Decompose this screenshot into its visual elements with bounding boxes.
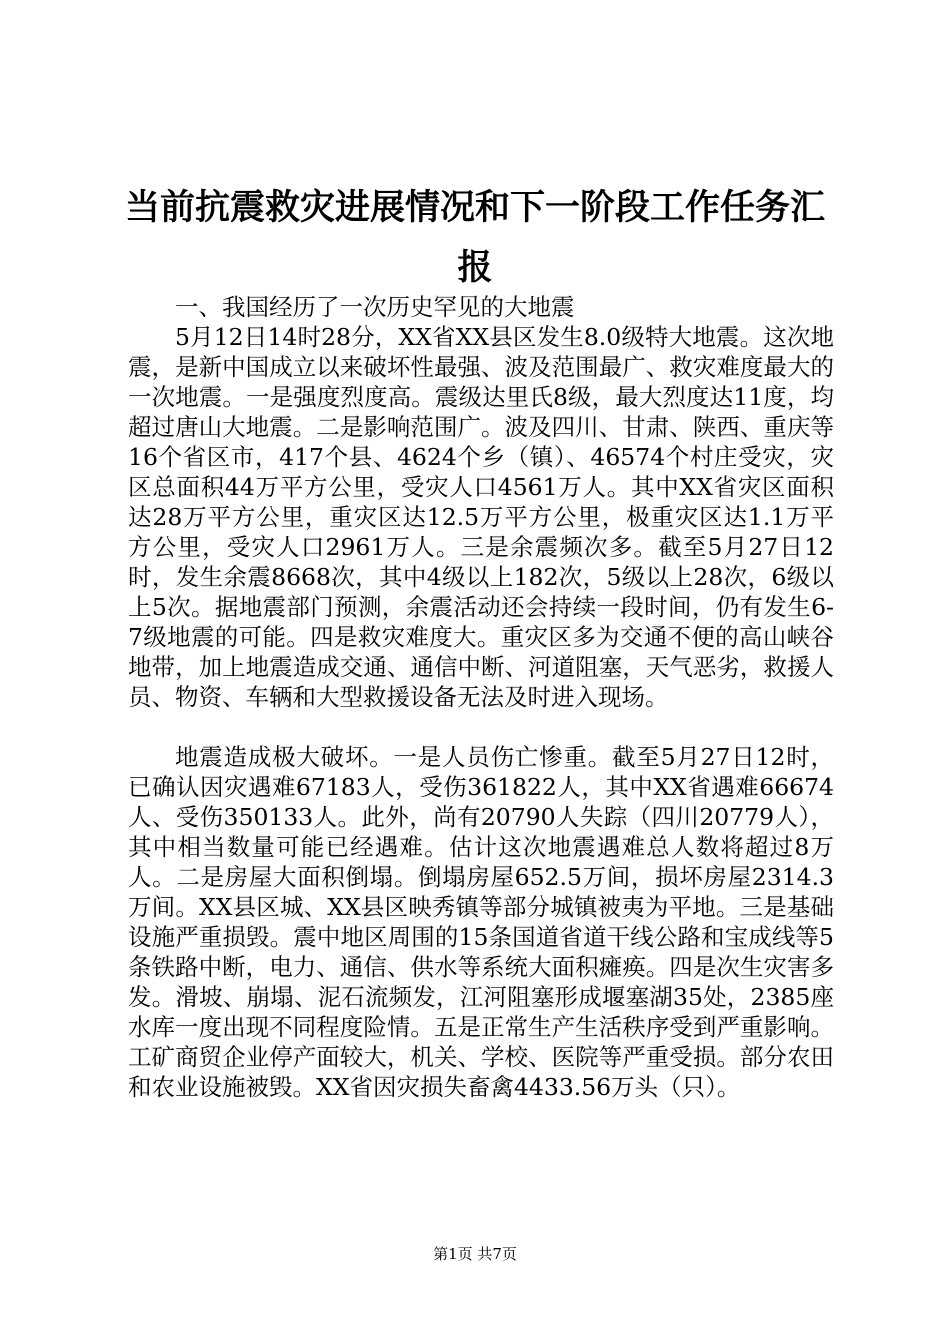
paragraph-spacer [128,712,834,742]
paragraph-earthquake-damage: 地震造成极大破坏。一是人员伤亡惨重。截至5月27日12时，已确认因灾遇难67183人，受伤361822人，其中XX省遇难66674人、受伤350133人。此外，尚有20790人失踪（四川20779人），其中相当数量可能已经遇难。估计这次地震遇难总人数将超过8万人。二是房屋大面积倒塌。倒塌房屋652.5万间，损坏房屋2314.3万间。XX县区城、XX县区映秀镇等部分城镇被夷为平地。三是基础设施严重损毁。震中地区周围的15条国道省道干线公路和宝成线等5条铁路中断，电力、通信、供水等系统大面积瘫痪。四是次生灾害多发。滑坡、崩塌、泥石流频发，江河阻塞形成堰塞湖35处，2385座水库一度出现不同程度险情。五是正常生产生活秩序受到严重影响。工矿商贸企业停产面较大，机关、学校、医院等严重受损。部分农田和农业设施被毁。XX省因灾损失畜禽4433.56万头（只）。 [128,743,834,1101]
document-body [128,292,834,1102]
document-title: 当前抗震救灾进展情况和下一阶段工作任务汇报 [124,187,825,288]
section-heading: 一、我国经历了一次历史罕见的大地震 [175,293,575,321]
paragraph-earthquake-overview: 5月12日14时28分，XX省XX县区发生8.0级特大地震。这次地震，是新中国成立以来破坏性最强、波及范围最广、救灾难度最大的一次地震。一是强度烈度高。震级达里氏8级，最大烈度达11度，均超过唐山大地震。二是影响范围广。波及四川、甘肃、陕西、重庆等16个省区市，417个县、4624个乡（镇）、46574个村庄受灾，灾区总面积44万平方公里，受灾人口4561万人。其中XX省灾区面积达28万平方公里，重灾区达12.5万平方公里，极重灾区达1.1万平方公里，受灾人口2961万人。三是余震频次多。截至5月27日12时，发生余震8668次，其中4级以上182次，5级以上28次，6级以上5次。据地震部门预测，余震活动还会持续一段时间，仍有发生6-7级地震的可能。四是救灾难度大。重灾区多为交通不便的高山峡谷地带，加上地震造成交通、通信中断、河道阻塞，天气恶劣，救援人员、物资、车辆和大型救援设备无法及时进入现场。 [128,323,834,711]
page-footer: 第1页 共7页 [433,1245,517,1263]
